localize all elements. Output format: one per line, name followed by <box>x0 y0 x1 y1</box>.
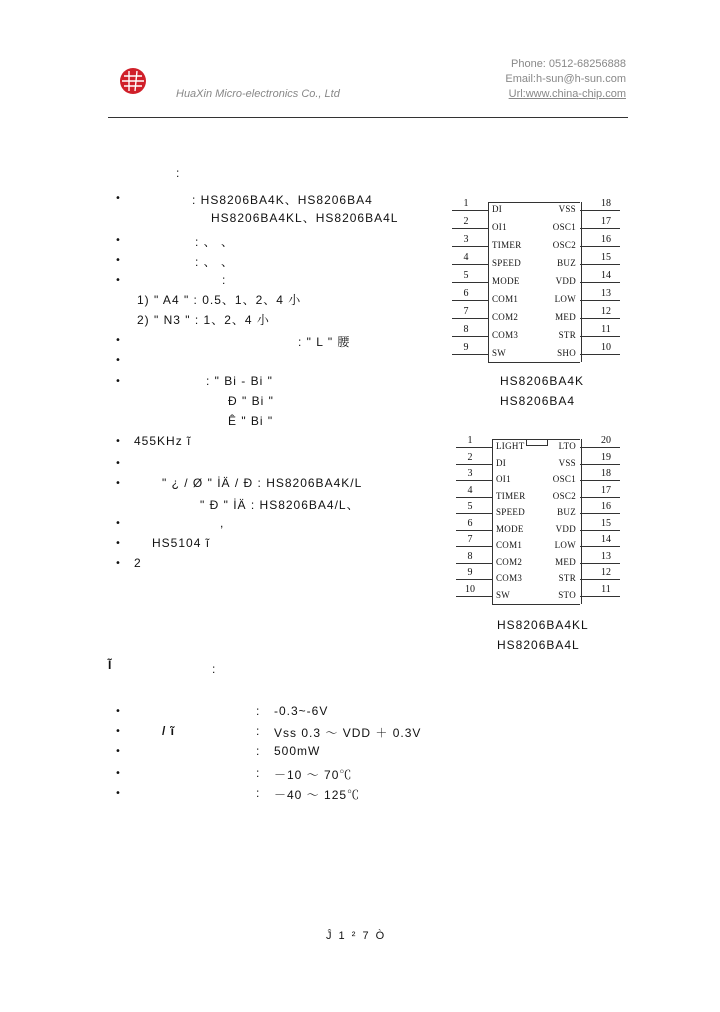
rating-value: 500mW <box>274 744 321 758</box>
feature-sub-item: 1) " A4 " : 0.5、1、2、4 小 <box>137 293 302 307</box>
features-title: : <box>176 166 181 180</box>
pin-lead-right <box>580 530 620 531</box>
pin-label-right: VDD <box>555 523 576 534</box>
pin-label-right: VSS <box>558 204 576 214</box>
pin-label-left: COM1 <box>496 540 523 550</box>
rating-separator: : <box>256 704 261 718</box>
pin-number-left: 8 <box>463 324 469 335</box>
pin-lead-left <box>456 546 492 547</box>
pin-label-left: SW <box>492 348 507 358</box>
rating-label: / ĩ <box>162 724 176 738</box>
contact-url[interactable]: Url:www.china-chip.com <box>508 88 626 100</box>
pin-label-left: MODE <box>492 276 520 286</box>
pin-lead-right <box>580 513 620 514</box>
pin-label-right: STR <box>558 330 576 340</box>
rating-value: －10 ～ 70℃ <box>274 768 353 782</box>
pin-label-right: OSC1 <box>552 222 576 232</box>
rating-bullet: • <box>115 706 121 717</box>
feature-item-text: 455KHz ĩ <box>134 434 192 448</box>
pin-lead-left <box>456 497 492 498</box>
pin-lead-right <box>580 210 620 211</box>
pin-number-right: 12 <box>601 306 611 317</box>
feature-bullet: • <box>115 235 121 246</box>
rating-separator: : <box>256 766 261 780</box>
rating-value: -0.3~-6V <box>274 704 329 718</box>
pin-lead-right <box>580 480 620 481</box>
ratings-title: : <box>212 662 217 676</box>
pin-number-left: 2 <box>467 451 473 463</box>
ic-bottom-edge <box>488 362 580 363</box>
pin-lead-left <box>456 480 492 481</box>
chip2-name-2: HS8206BA4L <box>497 638 580 652</box>
pin-label-left: OI1 <box>492 222 507 232</box>
pin-number-right: 17 <box>601 484 611 496</box>
rating-bullet: • <box>115 726 121 737</box>
pin-number-left: 7 <box>463 306 469 317</box>
feature-bullet: • <box>115 518 121 529</box>
pin-number-right: 11 <box>601 583 611 595</box>
pin-lead-left <box>456 596 492 597</box>
company-logo-icon <box>118 66 148 96</box>
pin-number-left: 2 <box>463 216 469 227</box>
pin-number-left: 5 <box>467 501 473 512</box>
pin-lead-left <box>452 300 488 301</box>
pin-label-right: VSS <box>558 457 576 468</box>
pin-number-right: 20 <box>601 435 611 446</box>
pin-number-right: 13 <box>601 288 611 299</box>
feature-item-text: " ¿ / Ø " İÄ / Ð : HS8206BA4K/L <box>162 476 363 490</box>
pin-label-left: COM1 <box>492 294 519 304</box>
pin-lead-left <box>452 210 488 211</box>
pin-lead-left <box>456 530 492 531</box>
rating-bullet: • <box>115 768 121 779</box>
pin-number-left: 10 <box>465 583 475 595</box>
feature-bullet: • <box>115 558 121 569</box>
pin-number-right: 15 <box>601 517 611 529</box>
pin-lead-left <box>456 447 492 448</box>
feature-sub-item: Đ " Bi " <box>228 394 274 408</box>
pin-label-left: SW <box>496 589 511 600</box>
ratings-title-prefix: Ĩ <box>108 658 113 672</box>
ic-top-edge <box>488 202 580 203</box>
pin-lead-right <box>580 318 620 319</box>
rating-value: －40 ～ 125℃ <box>274 788 361 802</box>
pin-number-left: 9 <box>467 567 473 578</box>
pin-label-left: OI1 <box>496 474 511 484</box>
pin-label-left: MODE <box>496 523 524 534</box>
pin-number-left: 9 <box>463 342 469 353</box>
rating-separator: : <box>256 744 261 758</box>
pin-number-right: 18 <box>601 468 611 479</box>
rating-value: Vss 0.3 ～ VDD ＋ 0.3V <box>274 726 422 740</box>
pin-label-right: LTO <box>558 441 576 451</box>
pin-number-right: 12 <box>601 567 611 578</box>
pin-lead-left <box>452 336 488 337</box>
rating-separator: : <box>256 724 261 738</box>
feature-item-text: : <box>222 273 227 287</box>
pin-number-right: 14 <box>601 534 611 545</box>
pin-number-right: 13 <box>601 550 611 562</box>
pin-label-left: TIMER <box>492 240 522 250</box>
chip2-name-1: HS8206BA4KL <box>497 618 589 632</box>
pin-label-right: OSC1 <box>552 474 576 484</box>
pin-lead-left <box>456 513 492 514</box>
pin-lead-right <box>580 336 620 337</box>
pin-lead-right <box>580 246 620 247</box>
pin-number-right: 15 <box>601 252 611 263</box>
pin-label-left: COM2 <box>492 312 519 322</box>
pin-number-left: 1 <box>463 198 469 209</box>
rating-bullet: • <box>115 746 121 757</box>
pin-number-left: 6 <box>463 288 469 299</box>
pin-lead-right <box>580 563 620 564</box>
pin-lead-right <box>580 354 620 355</box>
pin-number-right: 16 <box>601 234 611 245</box>
pin-label-right: BUZ <box>557 507 576 517</box>
feature-bullet: • <box>115 355 121 366</box>
pin-number-right: 11 <box>601 324 611 335</box>
pin-lead-right <box>580 228 620 229</box>
pin-label-right: MED <box>555 312 576 322</box>
pin-lead-left <box>452 264 488 265</box>
rating-bullet: • <box>115 788 121 799</box>
pin-label-right: OSC2 <box>552 490 576 501</box>
pin-label-left: DI <box>496 457 507 468</box>
pin-lead-right <box>580 579 620 580</box>
feature-item-text: HS5104 ĩ <box>152 536 211 550</box>
pin-label-left: SPEED <box>496 507 526 517</box>
pin-lead-right <box>580 596 620 597</box>
pin-label-left: LIGHT <box>496 441 525 451</box>
pin-number-right: 18 <box>601 198 611 209</box>
feature-item-text: : " Bi - Bi " <box>206 374 273 388</box>
chip1-name-1: HS8206BA4K <box>500 374 585 388</box>
contact-email[interactable]: Email:h-sun@h-sun.com <box>505 73 626 85</box>
pin-label-right: MED <box>555 556 576 567</box>
feature-sub-item: " Ð " İÄ : HS8206BA4/L、 <box>200 498 360 512</box>
pin-label-left: COM3 <box>492 330 519 340</box>
pin-label-right: STR <box>558 573 576 583</box>
feature-item-text: : 、 、 <box>195 255 235 269</box>
pin-label-left: DI <box>492 204 503 214</box>
pin-number-left: 4 <box>467 484 473 496</box>
pin-label-right: LOW <box>554 540 576 550</box>
feature-item-text: : HS8206BA4K、HS8206BA4 <box>192 193 373 207</box>
pin-number-right: 14 <box>601 270 611 281</box>
feature-bullet: • <box>115 193 121 204</box>
pin-label-left: SPEED <box>492 258 522 268</box>
feature-item-text: , <box>220 516 225 530</box>
pin-number-right: 19 <box>601 451 611 463</box>
pin-lead-right <box>580 300 620 301</box>
pin-number-left: 8 <box>467 550 473 562</box>
pin-lead-right <box>580 497 620 498</box>
chip1-name-2: HS8206BA4 <box>500 394 576 408</box>
feature-bullet: • <box>115 458 121 469</box>
feature-bullet: • <box>115 376 121 387</box>
pin-label-right: OSC2 <box>552 240 576 250</box>
pin-label-left: COM2 <box>496 556 523 567</box>
feature-item-text: : 、 、 <box>195 235 235 249</box>
pin-number-right: 10 <box>601 342 611 353</box>
feature-item-text: 2 <box>134 556 142 570</box>
feature-bullet: • <box>115 436 121 447</box>
pin-number-left: 1 <box>467 435 473 446</box>
pin-lead-left <box>452 246 488 247</box>
pin-label-right: VDD <box>555 276 576 286</box>
header-divider <box>108 117 628 118</box>
pin-lead-left <box>456 579 492 580</box>
feature-sub-item: 2) " N3 " : 1、2、4 小 <box>137 313 270 327</box>
pin-lead-left <box>456 464 492 465</box>
pin-label-right: SHO <box>557 348 576 358</box>
feature-item-text: : " L " 腰 <box>298 335 351 349</box>
pin-lead-right <box>580 447 620 448</box>
pin-lead-left <box>452 354 488 355</box>
pin-number-left: 4 <box>463 252 469 263</box>
feature-bullet: • <box>115 478 121 489</box>
rating-separator: : <box>256 786 261 800</box>
pin-lead-right <box>580 264 620 265</box>
feature-bullet: • <box>115 335 121 346</box>
page-footer: Ĵ 1 ² 7 Ò <box>326 930 387 942</box>
pin-number-left: 3 <box>467 468 473 479</box>
pin-number-left: 5 <box>463 270 469 281</box>
pin-lead-left <box>456 563 492 564</box>
feature-bullet: • <box>115 538 121 549</box>
contact-phone: Phone: 0512-68256888 <box>511 58 626 70</box>
pin-number-right: 17 <box>601 216 611 227</box>
feature-sub-item: Ê " Bi " <box>228 414 274 428</box>
pin-lead-right <box>580 282 620 283</box>
pin-lead-right <box>580 546 620 547</box>
pin-number-left: 3 <box>463 234 469 245</box>
pin-number-left: 7 <box>467 534 473 545</box>
pin-label-left: TIMER <box>496 490 526 501</box>
pin-label-right: BUZ <box>557 258 576 268</box>
feature-bullet: • <box>115 255 121 266</box>
pin-lead-right <box>580 464 620 465</box>
ic-bottom-edge <box>492 604 580 605</box>
pin-label-right: STO <box>558 589 576 600</box>
company-name: HuaXin Micro-electronics Co., Ltd <box>176 88 340 100</box>
pin-lead-left <box>452 282 488 283</box>
pin-lead-left <box>452 228 488 229</box>
feature-item-text-continued: HS8206BA4KL、HS8206BA4L <box>211 211 399 225</box>
pin-label-right: LOW <box>554 294 576 304</box>
pin-number-right: 16 <box>601 501 611 512</box>
pin-number-left: 6 <box>467 517 473 529</box>
pin-lead-left <box>452 318 488 319</box>
feature-bullet: • <box>115 275 121 286</box>
pin-label-left: COM3 <box>496 573 523 583</box>
